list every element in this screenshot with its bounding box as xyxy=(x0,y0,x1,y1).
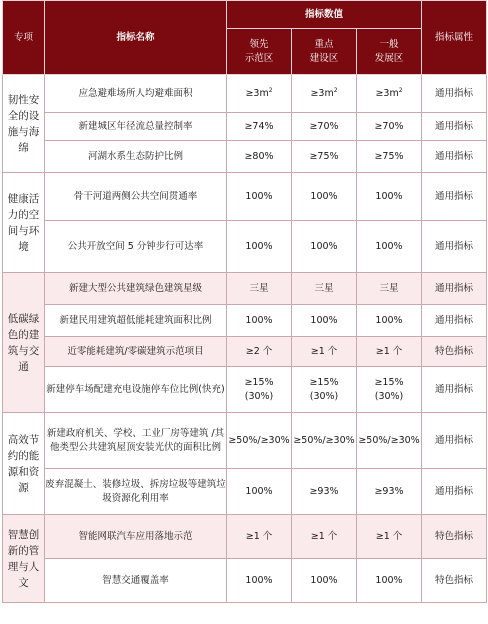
attribute-value: 通用指标 xyxy=(422,141,487,173)
key-value: 100% xyxy=(292,221,357,273)
category-cell: 健康活力的空间与环境 xyxy=(3,173,45,273)
key-value: $\ge 3m^2$ xyxy=(292,75,357,113)
key-value: ≥1 个 xyxy=(292,515,357,559)
indicator-name: 新建城区年径流总量控制率 xyxy=(45,113,227,141)
indicator-name: 河湖水系生态防护比例 xyxy=(45,141,227,173)
key-value: ≥93% xyxy=(292,469,357,515)
attribute-value: 特色指标 xyxy=(422,515,487,559)
key-value: ≥1 个 xyxy=(292,337,357,367)
indicator-name: 新建民用建筑超低能耗建筑面积比例 xyxy=(45,305,227,337)
key-value: 100% xyxy=(292,305,357,337)
key-value: ≥15% (30%) xyxy=(292,367,357,413)
attribute-value: 通用指标 xyxy=(422,113,487,141)
header-key-construction xyxy=(292,29,357,75)
key-value: 100% xyxy=(292,173,357,221)
general-value: 100% xyxy=(357,173,422,221)
leading-value: ≥15% (30%) xyxy=(227,367,292,413)
header-category: 专项 xyxy=(3,1,45,75)
category-cell: 智慧创新的管理与人文 xyxy=(3,515,45,603)
general-value: $\ge 3m^2$ xyxy=(357,75,422,113)
header-general-dev-line1: 一般 xyxy=(379,38,399,50)
category-cell: 高效节约的能源和资源 xyxy=(3,413,45,515)
header-key-construction-line1: 重点 xyxy=(314,38,334,50)
general-value: 三星 xyxy=(357,273,422,305)
leading-value: 100% xyxy=(227,221,292,273)
indicator-name: 智慧交通覆盖率 xyxy=(45,559,227,603)
header-general-dev-line2: 发展区 xyxy=(374,52,404,64)
attribute-value: 通用指标 xyxy=(422,305,487,337)
key-value: 三星 xyxy=(292,273,357,305)
attribute-value: 通用指标 xyxy=(422,367,487,413)
leading-value: 三星 xyxy=(227,273,292,305)
indicator-name: 新建大型公共建筑绿色建筑星级 xyxy=(45,273,227,305)
leading-value: ≥74% xyxy=(227,113,292,141)
general-value: ≥15% (30%) xyxy=(357,367,422,413)
key-value: ≥50%/≥30% xyxy=(292,413,357,469)
leading-value: 100% xyxy=(227,173,292,221)
header-indicator-name: 指标名称 xyxy=(45,1,227,75)
leading-value: 100% xyxy=(227,559,292,603)
attribute-value: 通用指标 xyxy=(422,221,487,273)
leading-value: ≥2 个 xyxy=(227,337,292,367)
header-target-value: 指标数值 xyxy=(227,1,422,29)
leading-value: ≥80% xyxy=(227,141,292,173)
attribute-value: 通用指标 xyxy=(422,469,487,515)
general-value: ≥50%/≥30% xyxy=(357,413,422,469)
general-value: ≥1 个 xyxy=(357,515,422,559)
indicator-name: 新建停车场配建充电设施停车位比例(快充) xyxy=(45,367,227,413)
indicator-name: 智能网联汽车应用落地示范 xyxy=(45,515,227,559)
general-value: 100% xyxy=(357,559,422,603)
indicator-name: 应急避难场所人均避难面积 xyxy=(45,75,227,113)
indicator-name: 公共开放空间 5 分钟步行可达率 xyxy=(45,221,227,273)
general-value: ≥70% xyxy=(357,113,422,141)
attribute-value: 通用指标 xyxy=(422,273,487,305)
indicator-table xyxy=(2,0,487,603)
indicator-table-container xyxy=(2,0,487,603)
category-cell: 低碳绿色的建筑与交通 xyxy=(3,273,45,413)
indicator-name: 近零能耗建筑/零碳建筑示范项目 xyxy=(45,337,227,367)
leading-value: ≥50%/≥30% xyxy=(227,413,292,469)
key-value: ≥70% xyxy=(292,113,357,141)
general-value: ≥93% xyxy=(357,469,422,515)
header-leading-demo-line2: 示范区 xyxy=(244,52,274,64)
header-leading-demo-line1: 领先 xyxy=(249,38,269,50)
header-general-dev xyxy=(357,29,422,75)
indicator-name: 新建政府机关、学校、工业厂房等建筑 /其他类型公共建筑屋顶安装光伏的面积比例 xyxy=(45,413,227,469)
attribute-value: 通用指标 xyxy=(422,413,487,469)
leading-value: $\ge 3m^2$ xyxy=(227,75,292,113)
header-key-construction-line2: 建设区 xyxy=(309,52,339,64)
header-attribute: 指标属性 xyxy=(422,1,487,75)
general-value: ≥1 个 xyxy=(357,337,422,367)
category-cell: 韧性安全的设施与海绵 xyxy=(3,75,45,173)
attribute-value: 通用指标 xyxy=(422,173,487,221)
general-value: 100% xyxy=(357,221,422,273)
attribute-value: 通用指标 xyxy=(422,75,487,113)
general-value: ≥75% xyxy=(357,141,422,173)
leading-value: 100% xyxy=(227,305,292,337)
leading-value: 100% xyxy=(227,469,292,515)
header-leading-demo xyxy=(227,29,292,75)
attribute-value: 特色指标 xyxy=(422,559,487,603)
general-value: 100% xyxy=(357,305,422,337)
indicator-name: 废弃混凝土、装修垃圾、拆房垃圾等建筑垃圾资源化利用率 xyxy=(45,469,227,515)
indicator-name: 骨干河道两侧公共空间贯通率 xyxy=(45,173,227,221)
leading-value: ≥1 个 xyxy=(227,515,292,559)
key-value: ≥75% xyxy=(292,141,357,173)
attribute-value: 特色指标 xyxy=(422,337,487,367)
key-value: 100% xyxy=(292,559,357,603)
